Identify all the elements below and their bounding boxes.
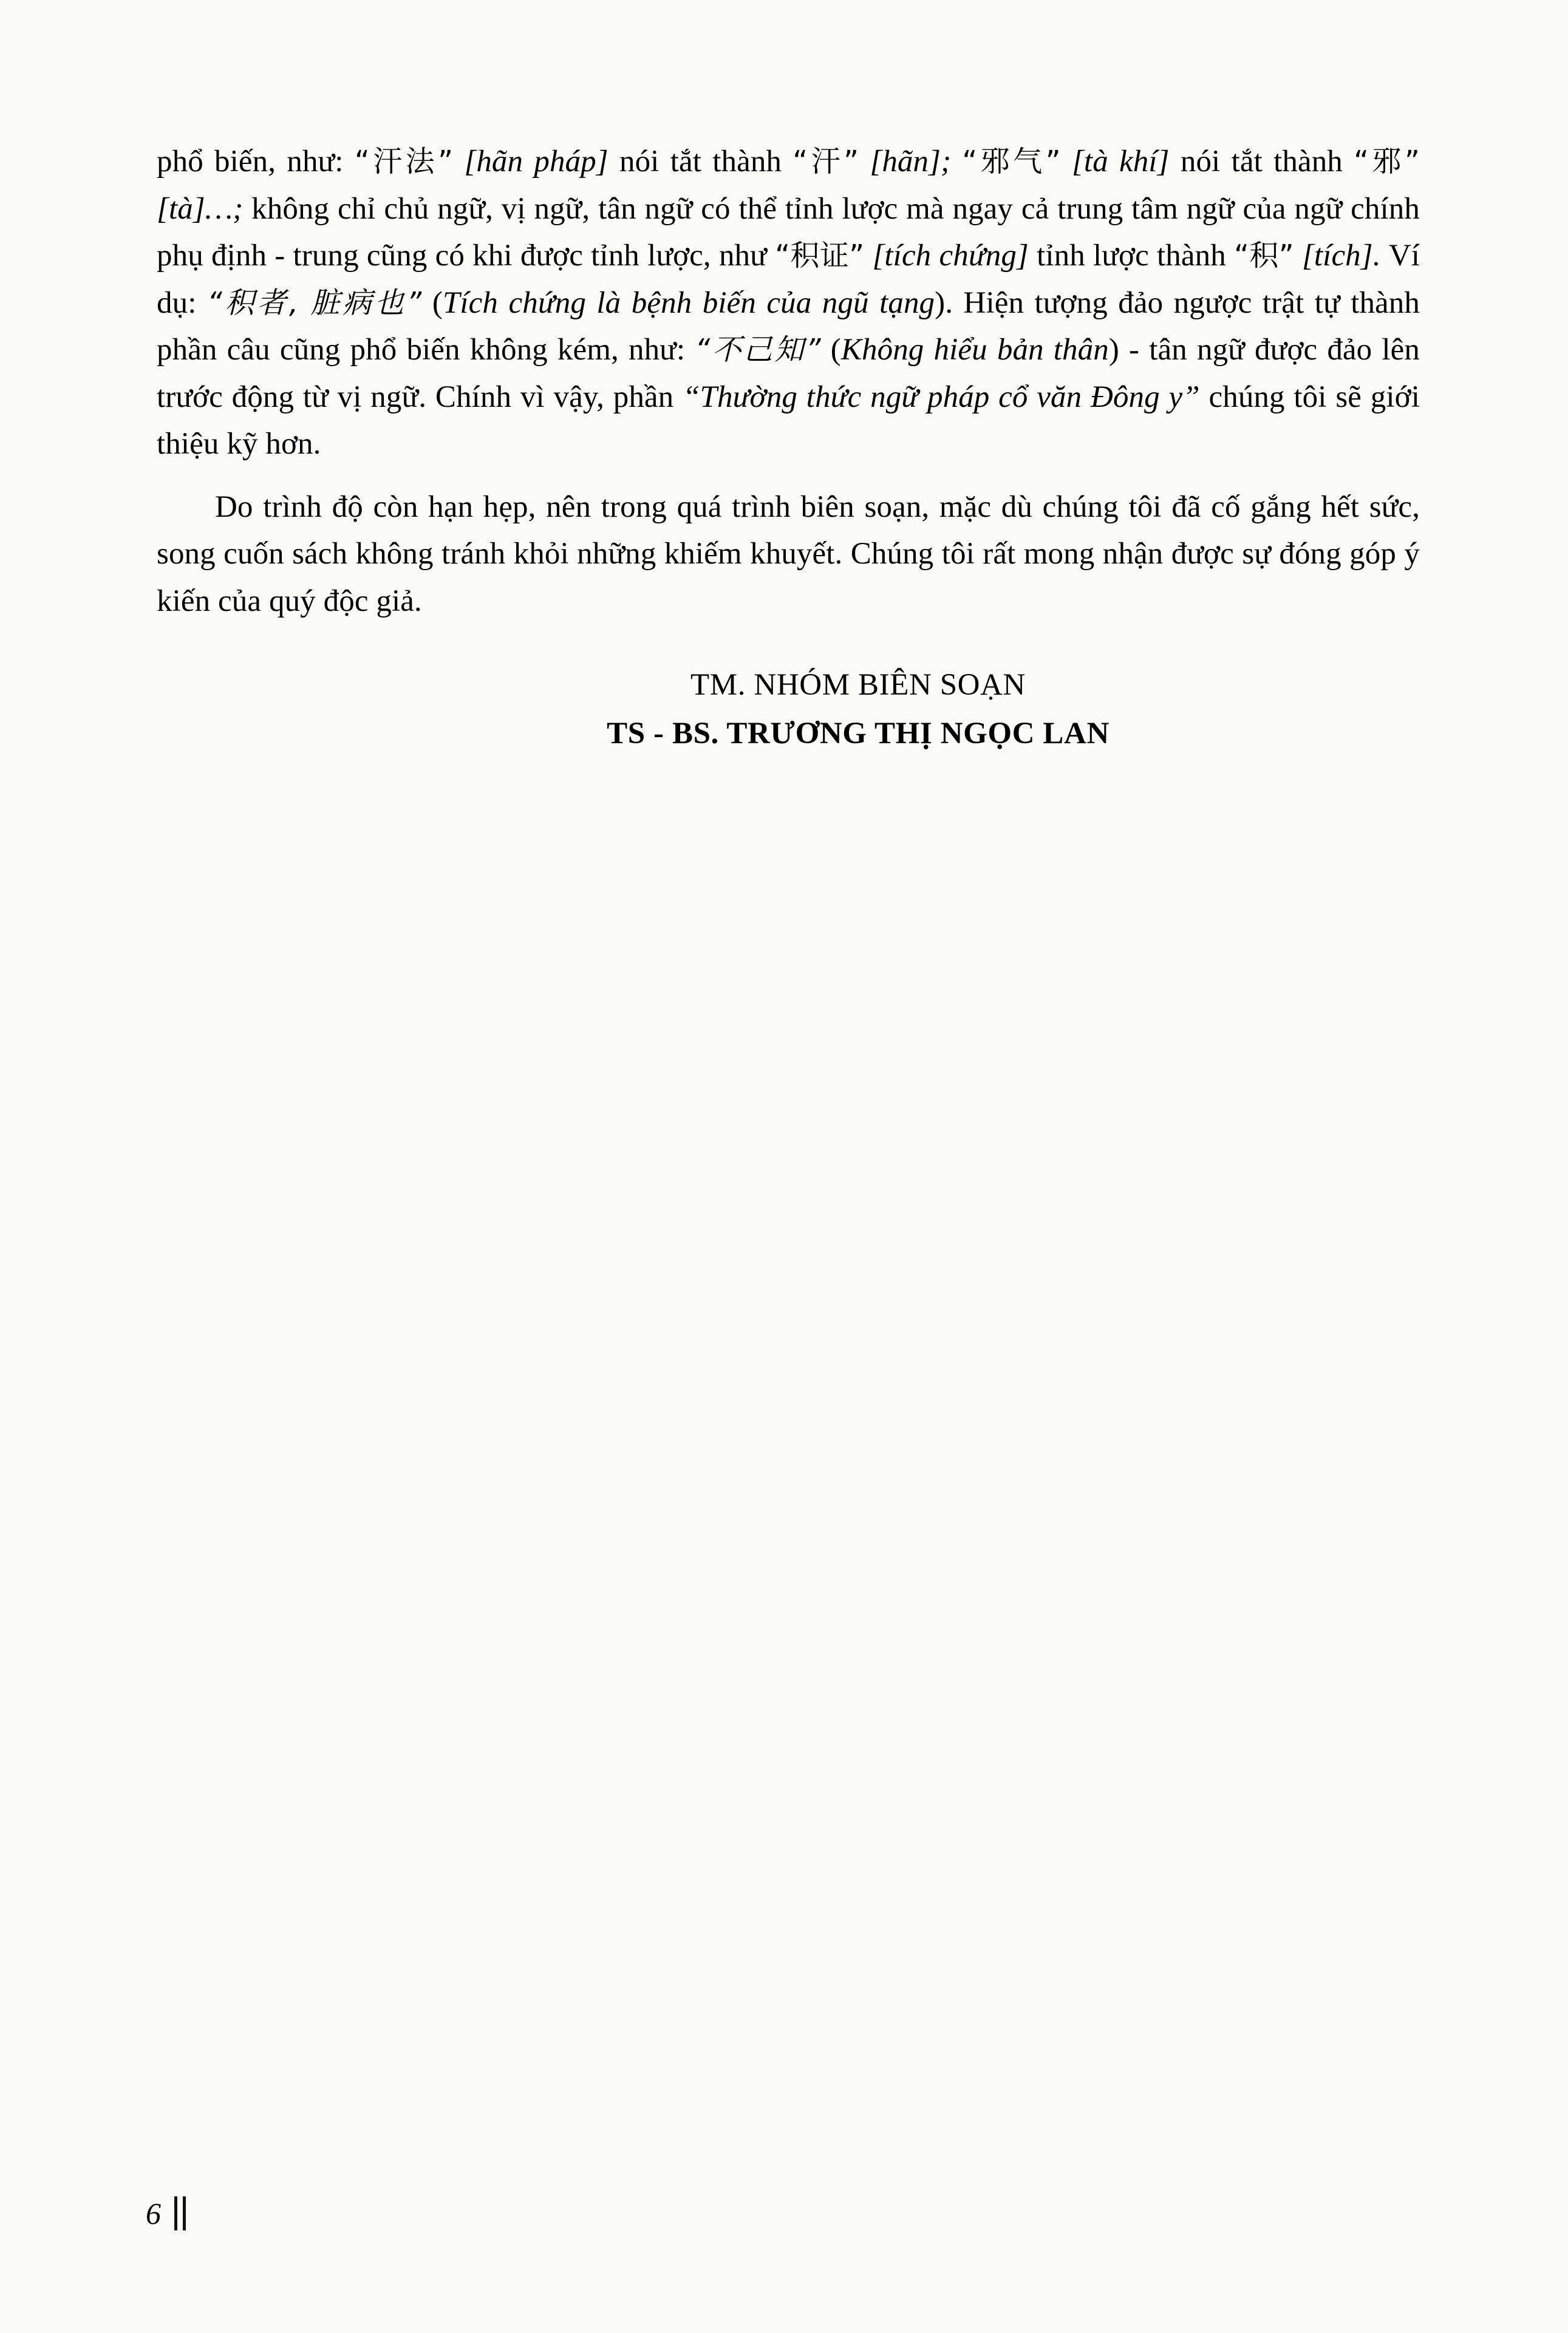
text-run-han: “积”: [1234, 239, 1294, 273]
text-run-bracket_it: [tà]…;: [157, 191, 252, 226]
text-run-bracket_it: [hãn];: [859, 145, 963, 179]
text-run-text: (: [820, 333, 841, 367]
paragraph-continuation: [157, 138, 1420, 468]
footer-rule-marks: [174, 2196, 186, 2230]
page-number: 6: [146, 2196, 161, 2230]
text-run-han_it: “不己知”: [695, 333, 821, 367]
text-run-it: “Thường thức ngữ pháp cổ văn Đông y”: [683, 380, 1200, 414]
signature-group-label: TM. NHÓM BIÊN SOẠN: [690, 668, 1026, 703]
text-run-text: nói tắt thành: [619, 145, 793, 179]
page-content: [157, 138, 1420, 751]
text-run-han_it: “积者, 脏病也”: [206, 285, 422, 320]
text-run-text: phổ biến, như:: [157, 145, 355, 179]
text-run-text: chúng tôi sẽ giới thiệu kỹ hơn.: [157, 380, 1420, 461]
paragraph-closing: [157, 484, 1420, 625]
text-run-bracket_it: [tích].: [1294, 239, 1389, 273]
text-run-text: ) - tân ngữ được đảo lên trước động từ vị ngữ. Chính vì vậy, phần: [157, 333, 1420, 414]
text-run-text: ). Hiện tượng đảo ngược trật tự thành phần câu cũng phổ biến không kém, như:: [157, 285, 1420, 367]
text-run-text: Ví dụ:: [157, 239, 1420, 320]
page-footer: [146, 2196, 186, 2231]
text-run-han: “汗”: [793, 145, 859, 179]
text-run-text: nói tắt thành: [1180, 145, 1354, 179]
signature-block: [157, 667, 1420, 751]
text-run-han: “邪气”: [962, 145, 1061, 179]
text-run-text: Do trình độ còn hạn hẹp, nên trong quá trình biên soạn, mặc dù chúng tôi đã cố gắng hết sức, song cuốn sách không tránh khỏi những khiếm khuyết. Chúng tôi rất mong nhận được sự đóng góp ý kiến của quý độc giả.: [157, 489, 1420, 618]
signature-author-name: TS - BS. TRƯƠNG THỊ NGỌC LAN: [607, 717, 1110, 751]
text-run-bracket_it: [hãn pháp]: [453, 145, 619, 179]
text-run-bracket_it: [tà khí]: [1060, 145, 1181, 179]
text-run-text: tỉnh lược thành: [1037, 239, 1235, 273]
text-run-han: “汗法”: [354, 145, 454, 179]
text-run-bracket_it: [tích chứng]: [864, 239, 1037, 273]
text-run-han: “积证”: [775, 239, 865, 273]
text-run-text: không chỉ chủ ngữ, vị ngữ, tân ngữ có thể tỉnh lược mà ngay cả trung tâm ngữ của ngữ chính phụ định - trung cũng có khi được tỉnh lược, như: [157, 191, 1420, 273]
text-run-it: Không hiểu bản thân: [840, 333, 1109, 367]
text-run-text: (: [421, 285, 443, 320]
text-run-it: Tích chứng là bệnh biến của ngũ tạng: [442, 285, 935, 320]
text-run-han: “邪”: [1354, 145, 1420, 179]
